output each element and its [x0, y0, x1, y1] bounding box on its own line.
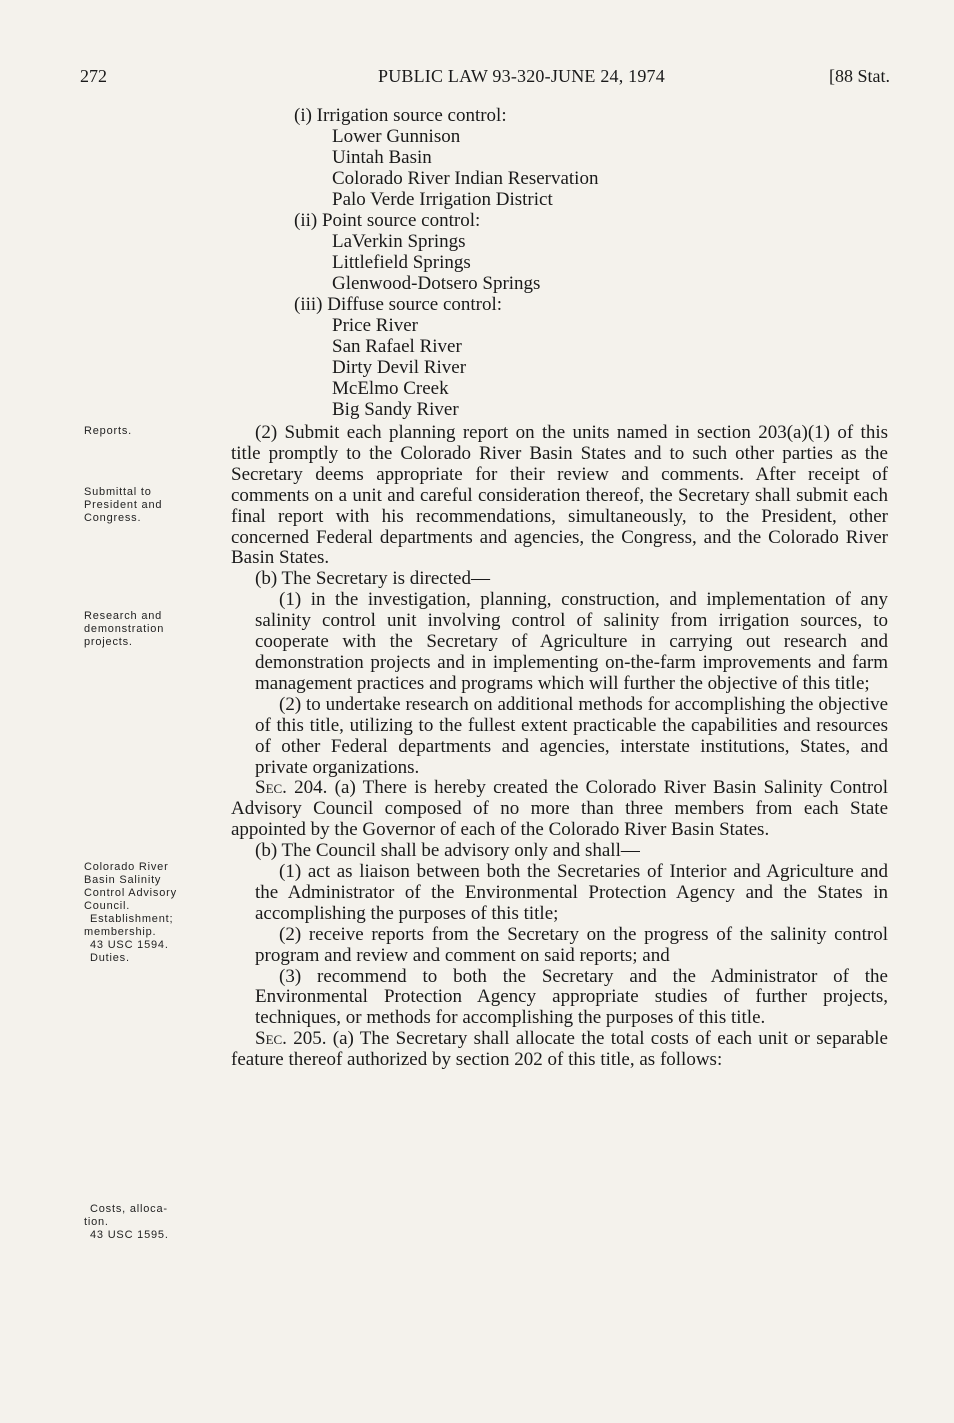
running-title: PUBLIC LAW 93-320-JUNE 24, 1974 [378, 66, 665, 86]
list-item: Price River [332, 315, 419, 336]
paragraph: (1) in the investigation, planning, construction, and implementation of any salinity control unit involving control of salinity from irrigation sources, to cooperate with the Secretary of Agriculture in carrying out research and demonstration projects and in implementing on-the-farm improvements and farm management practices and programs which will further the objective of this title; [255, 589, 888, 694]
paragraph: (1) act as liaison between both the Secretaries of Interior and Agriculture and the Administrator of the Environmental Protection Agency and the States in accomplishing the purposes of this title; [255, 861, 888, 924]
usc-citation: 43 USC 1594. [90, 939, 169, 951]
list-item: San Rafael River [332, 336, 462, 357]
list-item: Lower Gunnison [332, 126, 461, 147]
list-item: Colorado River Indian Reservation [332, 168, 599, 189]
section-204-paragraph: Sec. 204. (a) There is hereby created the Colorado River Basin Salinity Control Advisory Council composed of no more than three members from each State appointed by the Governor of each of the Colorado River Basin States. [231, 777, 888, 841]
usc-citation: 43 USC 1595. [90, 1229, 169, 1241]
section-205-paragraph: Sec. 205. (a) The Secretary shall allocate the total costs of each unit or separable feature thereof authorized by section 202 of this title, as follows: [231, 1028, 888, 1071]
sidenote-research: Research and demonstration projects. [84, 610, 165, 648]
paragraph: (b) The Secretary is directed— [255, 568, 490, 590]
paragraph: (b) The Council shall be advisory only and shall— [255, 840, 640, 862]
page-header [80, 66, 890, 90]
sidenote-submittal: Submittal to President and Congress. [84, 486, 163, 524]
list-item: Dirty Devil River [332, 357, 467, 378]
list-heading-point-source: (ii) Point source control: [294, 210, 481, 231]
list-item: Uintah Basin [332, 147, 432, 168]
page-number: 272 [80, 66, 107, 86]
list-item: Big Sandy River [332, 399, 459, 420]
list-item: Littlefield Springs [332, 252, 471, 273]
sidenote-advisory-council: Colorado River Basin Salinity Control Advisory Council. Establishment; membership. 43 USC 1594. Duties. [84, 861, 216, 965]
volume-reference: [88 Stat. [829, 66, 890, 86]
sidenote-duties: Duties. [90, 952, 130, 964]
sidenote-costs: Costs, alloca- tion. 43 USC 1595. [84, 1203, 216, 1242]
list-item: McElmo Creek [332, 378, 449, 399]
salinity-control-unit-list [294, 105, 598, 420]
statute-body [231, 423, 888, 1071]
list-item: Palo Verde Irrigation District [332, 189, 553, 210]
list-heading-diffuse-source: (iii) Diffuse source control: [294, 294, 503, 315]
section-label: Sec. [255, 1028, 287, 1050]
sidenote-reports: Reports. [84, 425, 132, 437]
section-label: Sec. [255, 777, 287, 799]
list-item: LaVerkin Springs [332, 231, 466, 252]
list-item: Glenwood-Dotsero Springs [332, 273, 541, 294]
list-heading-irrigation: (i) Irrigation source control: [294, 105, 507, 126]
paragraph: (3) recommend to both the Secretary and the Administrator of the Environmental Protection Agency appropriate studies of further projects, techniques, or methods for accomplishing the purposes of this title. [255, 965, 888, 1029]
paragraph: (2) to undertake research on additional methods for accomplishing the objective of this title, utilizing to the fullest extent practicable the capabilities and resources of other Federal departments and agencies, interstate institutions, States, and private organizations. [255, 693, 888, 778]
paragraph: (2) Submit each planning report on the units named in section 203(a)(1) of this title promptly to the Colorado River Basin States and to such other parties as the Secretary deems appropriate for their review and comments. After receipt of comments on a unit and careful consideration thereof, the Secretary shall submit each final report with his recommendations, simultaneously, to the President, other concerned Federal departments and agencies, the Congress, and the Colorado River Basin States. [231, 422, 888, 569]
paragraph: (2) receive reports from the Secretary on the progress of the salinity control program and review and comment on said reports; and [255, 923, 888, 966]
